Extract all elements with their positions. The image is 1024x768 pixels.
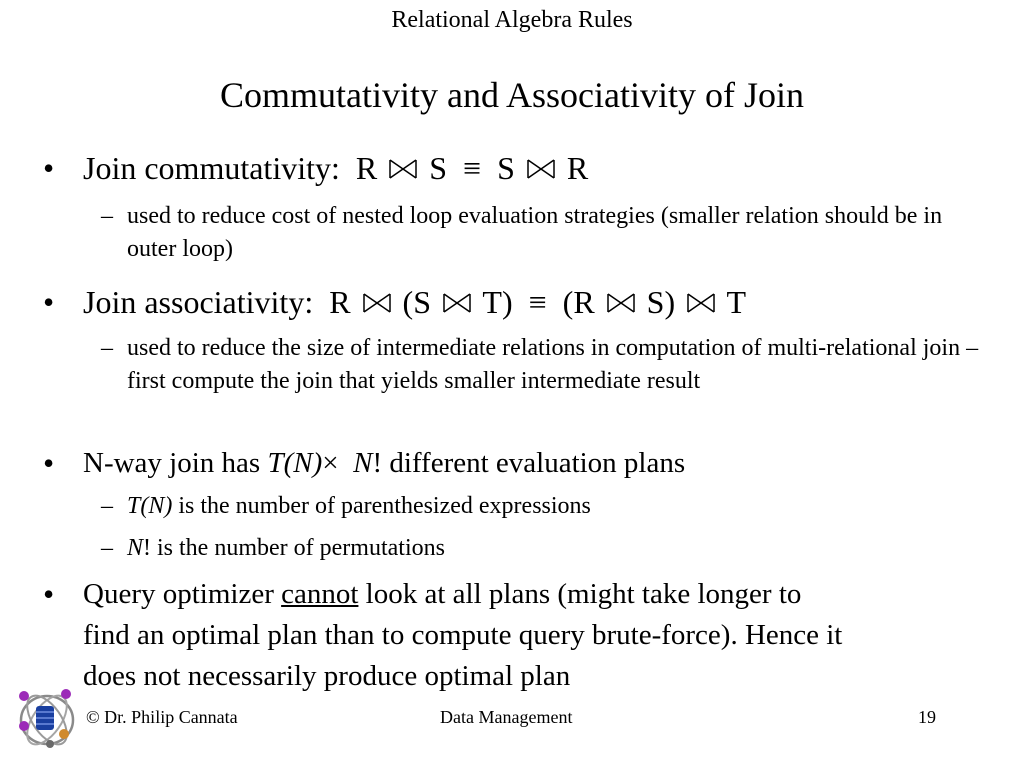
bullet-marker: • xyxy=(43,150,55,186)
dash-marker: – xyxy=(101,493,113,519)
sub-bullet-text xyxy=(127,490,987,523)
relation-t: T xyxy=(726,284,747,320)
dash-marker: – xyxy=(101,535,113,561)
molecule-logo-icon xyxy=(14,682,80,752)
bullet-label: Join commutativity: xyxy=(83,150,340,186)
relation-s: (S xyxy=(402,284,431,320)
relation-s: S xyxy=(429,150,448,186)
bowtie-join-icon xyxy=(441,291,473,315)
relation-s: S xyxy=(497,150,515,186)
sub-bullet-text xyxy=(127,532,987,565)
sub-bullet-text: used to reduce the size of intermediate relations in computation of multi-relational join – first compute the join that yields smaller intermediate result xyxy=(127,335,979,394)
bullet-marker: • xyxy=(43,284,55,320)
n-term: N xyxy=(353,447,373,479)
relation-r: (R xyxy=(562,284,595,320)
slide-title: Commutativity and Associativity of Join xyxy=(220,75,804,115)
bullet-text-pre: Query optimizer xyxy=(83,578,282,610)
equivalence-symbol: ≡ xyxy=(528,284,547,320)
relation-s: S) xyxy=(646,284,676,320)
dash-marker: – xyxy=(101,335,113,361)
bowtie-join-icon xyxy=(387,157,419,181)
bullet-text: does not necessarily produce optimal plan xyxy=(83,660,571,692)
sub-bullet-rest: is the number of parenthesized expressions xyxy=(172,493,591,519)
bullet-marker: • xyxy=(43,445,55,481)
relation-t: T) xyxy=(482,284,513,320)
footer-author: © Dr. Philip Cannata xyxy=(86,707,238,727)
bullet-text-line1: look at all plans (might take longer to xyxy=(358,578,802,610)
relation-r: R xyxy=(566,150,589,186)
bullet-label: Join associativity: xyxy=(83,284,314,320)
emphasis-cannot: cannot xyxy=(281,578,359,610)
relation-r: R xyxy=(355,150,378,186)
sub-bullet-text: used to reduce cost of nested loop evaluation strategies (smaller relation should be in outer loop) xyxy=(127,203,943,262)
bullet-text xyxy=(83,148,993,188)
slide-header: Relational Algebra Rules xyxy=(391,7,633,33)
bullet-text xyxy=(83,574,993,614)
bowtie-join-icon xyxy=(361,291,393,315)
bullet-text xyxy=(83,282,993,322)
equivalence-symbol: ≡ xyxy=(463,150,482,186)
bullet-text xyxy=(83,443,993,483)
relation-r: R xyxy=(329,284,351,320)
dash-marker: – xyxy=(101,203,113,229)
bowtie-join-icon xyxy=(685,291,717,315)
bowtie-join-icon xyxy=(605,291,637,315)
sub-bullet-rest: ! is the number of permutations xyxy=(143,535,445,561)
footer-course: Data Management xyxy=(440,707,573,727)
bowtie-join-icon xyxy=(525,157,557,181)
footer-page-number: 19 xyxy=(918,707,936,727)
times-symbol: × xyxy=(322,447,339,479)
bullet-text: find an optimal plan than to compute query brute-force). Hence it xyxy=(83,619,843,651)
tn-term: T(N) xyxy=(127,493,173,519)
n-term: N xyxy=(127,535,144,561)
tn-term: T(N) xyxy=(267,447,323,479)
bullet-text-pre: N-way join has xyxy=(83,447,268,479)
bullet-marker: • xyxy=(43,576,55,612)
bullet-text-post: ! different evaluation plans xyxy=(372,447,686,479)
